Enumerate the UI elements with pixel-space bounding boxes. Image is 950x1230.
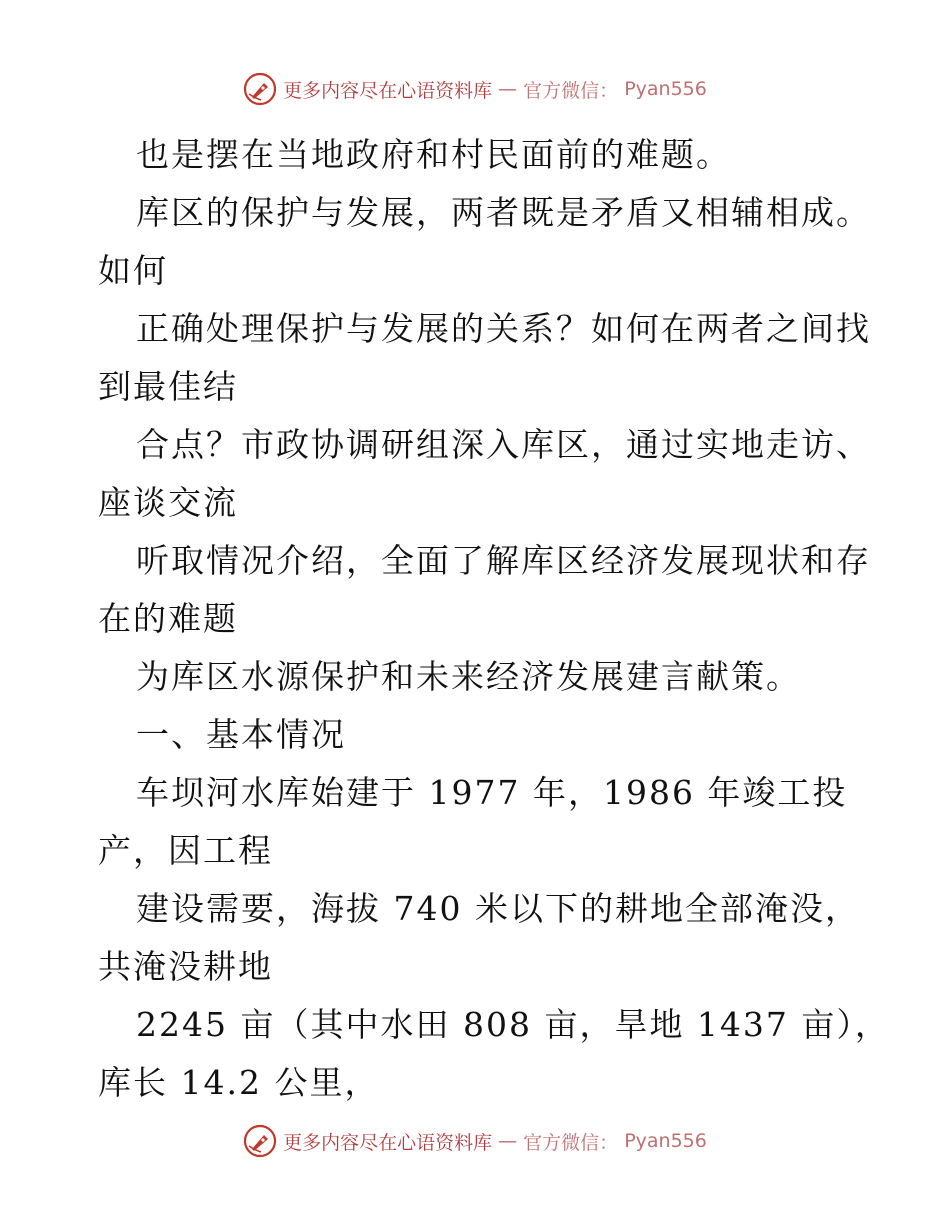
pen-nib-logo-icon	[243, 72, 277, 106]
text-line: 如何	[98, 251, 168, 290]
text-line: 2245 亩（其中水田 808 亩，旱地 1437 亩），	[136, 1005, 890, 1044]
text-line: 正确处理保护与发展的关系？如何在两者之间找	[136, 309, 871, 348]
text-line: 库长 14.2 公里，	[98, 1063, 380, 1102]
watermark-banner-bottom	[0, 1124, 950, 1158]
text-line: 在的难题	[98, 599, 238, 638]
text-line: 车坝河水库始建于 1977 年，1986 年竣工投	[136, 773, 848, 812]
text-line: 建设需要，海拔 740 米以下的耕地全部淹没，	[136, 889, 860, 928]
watermark-text: 更多内容尽在心语资料库	[283, 79, 493, 102]
watermark-wechat-id: Pyan556	[624, 78, 707, 100]
watermark-text: 更多内容尽在心语资料库	[283, 1131, 493, 1154]
text-line: 一、基本情况	[136, 715, 346, 754]
text-line: 合点？市政协调研组深入库区，通过实地走访、	[136, 425, 871, 464]
text-line: 座谈交流	[98, 483, 238, 522]
text-line: 听取情况介绍，全面了解库区经济发展现状和存	[136, 541, 871, 580]
text-line: 库区的保护与发展，两者既是矛盾又相辅相成。	[136, 193, 871, 232]
text-line: 产，因工程	[98, 831, 273, 870]
watermark-wechat-id: Pyan556	[624, 1130, 707, 1152]
pen-nib-logo-icon	[243, 1124, 277, 1158]
watermark-separator: —	[498, 78, 518, 100]
watermark-separator: —	[498, 1130, 518, 1152]
document-body	[98, 126, 890, 1112]
text-line: 为库区水源保护和未来经济发展建言献策。	[136, 657, 801, 696]
watermark-banner-top	[0, 72, 950, 106]
text-line: 到最佳结	[98, 367, 238, 406]
watermark-wechat-label: 官方微信：	[523, 1131, 619, 1154]
watermark-wechat-label: 官方微信：	[523, 79, 619, 102]
text-line: 共淹没耕地	[98, 947, 273, 986]
text-line: 也是摆在当地政府和村民面前的难题。	[136, 135, 731, 174]
